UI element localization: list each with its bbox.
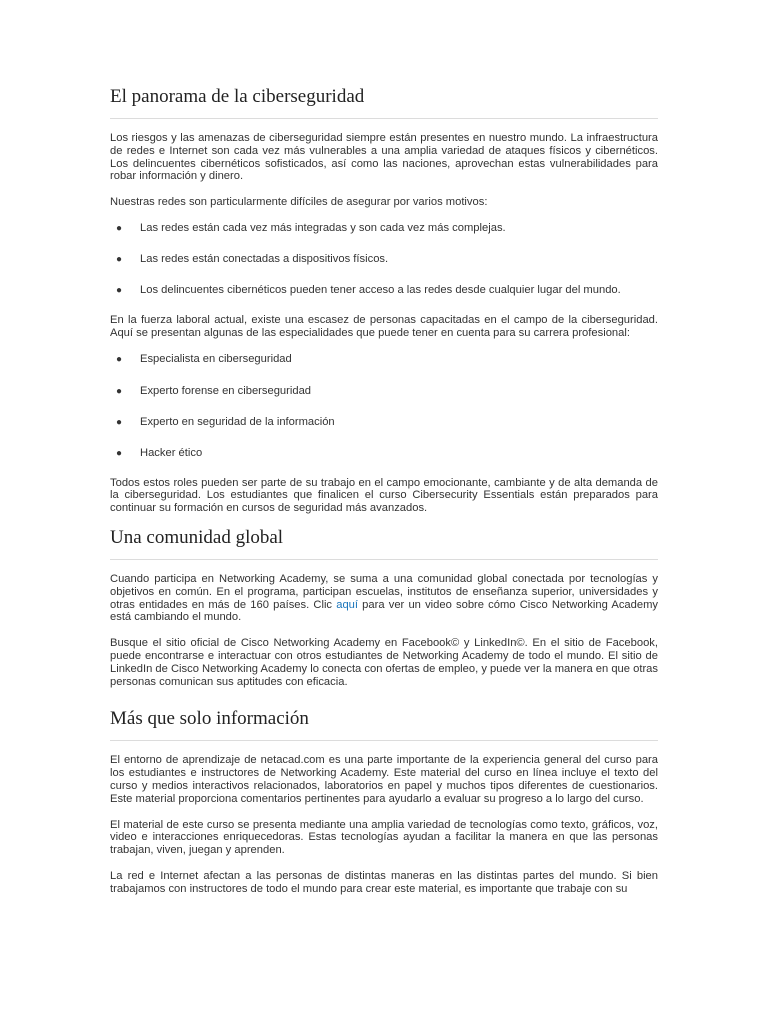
bullet-icon: ● xyxy=(116,353,123,365)
bullet-list-especialidades xyxy=(110,353,658,460)
paragraph-entorno-aprendizaje: El entorno de aprendizaje de netacad.com es una parte importante de la experiencia general del curso para los estudiantes e instructores de Networking Academy. Este material del curso en línea incluye el texto del curso y medios interactivos relacionados, laboratorios en papel y muchos tipos diferentes de cuestionarios. Este material proporciona comentarios pertinentes para ayudarlo a evaluar su progreso a lo largo del curso. xyxy=(110,754,658,805)
bullet-icon: ● xyxy=(116,222,123,234)
paragraph-sitio-oficial: Busque el sitio oficial de Cisco Networking Academy en Facebook© y LinkedIn©. En el sitio de Facebook, puede encontrarse e interactuar con otros estudiantes de Networking Academy de todo el mundo. El sitio de LinkedIn de Cisco Networking Academy lo conecta con ofertas de empleo, y puede ver la manera en que otras personas comunican sus aptitudes con eficacia. xyxy=(110,637,658,688)
paragraph-fuerza-laboral: En la fuerza laboral actual, existe una escasez de personas capacitadas en el campo de la ciberseguridad. Aquí se presentan algunas de las especialidades que puede tener en cuenta para su carrera profesional: xyxy=(110,313,658,339)
bullet-icon: ● xyxy=(116,385,123,397)
paragraph-material-curso: El material de este curso se presenta mediante una amplia variedad de tecnologías como texto, gráficos, voz, video e interacciones enriquecedoras. Estas tecnologías ayudan a facilitar la manera en que las personas trabajan, viven, juegan y aprenden. xyxy=(110,818,658,857)
list-item: ● Experto forense en ciberseguridad xyxy=(116,384,312,397)
list-item: ● Experto en seguridad de la información xyxy=(116,415,335,428)
paragraph-riesgos: Los riesgos y las amenazas de ciberseguridad siempre están presentes en nuestro mundo. La infraestructura de redes e Internet son cada vez más vulnerables a una amplia variedad de ataques físicos y cibernéticos. Los delincuentes cibernéticos sofisticados, así como las naciones, aprovechan estas vulnerabilidades para robar información y dinero. xyxy=(110,132,658,183)
bullet-icon: ● xyxy=(116,447,123,459)
list-item: ● Especialista en ciberseguridad xyxy=(116,352,292,365)
heading-panorama-ciberseguridad: El panorama de la ciberseguridad xyxy=(110,86,658,119)
paragraph-networking-academy: Cuando participa en Networking Academy, se suma a una comunidad global conectada por tecnologías y objetivos en común. En el programa, participan escuelas, institutos de enseñanza superior, universidades y otras entidades en más de 160 países. Clic aquí para ver un video sobre cómo Cisco Networking Academy está cambiando el mundo. xyxy=(110,572,659,624)
bullet-icon: ● xyxy=(116,284,123,296)
video-link[interactable]: aquí xyxy=(336,598,358,611)
list-item: ● Los delincuentes cibernéticos pueden tener acceso a las redes desde cualquier lugar del mundo. xyxy=(116,283,621,296)
paragraph-red-internet: La red e Internet afectan a las personas de distintas maneras en las distintas partes del mundo. Si bien trabajamos con instructores de todo el mundo para crear este material, es importante que trabaje con su xyxy=(110,869,658,895)
document-content xyxy=(110,0,658,896)
heading-comunidad-global: Una comunidad global xyxy=(110,527,658,560)
paragraph-roles: Todos estos roles pueden ser parte de su trabajo en el campo emocionante, cambiante y de alta demanda de la ciberseguridad. Los estudiantes que finalicen el curso Cibersecurity Essentials están preparados para continuar su formación en cursos de seguridad más avanzados. xyxy=(110,476,658,515)
list-item: ● Hacker ético xyxy=(116,446,203,459)
list-item: ● Las redes están conectadas a dispositivos físicos. xyxy=(116,252,389,265)
bullet-list-motivos xyxy=(110,222,658,297)
list-item: ● Las redes están cada vez más integradas y son cada vez más complejas. xyxy=(116,221,506,234)
bullet-icon: ● xyxy=(116,416,123,428)
paragraph-redes-dificiles: Nuestras redes son particularmente difíciles de asegurar por varios motivos: xyxy=(110,196,488,209)
bullet-icon: ● xyxy=(116,253,123,265)
heading-mas-que-informacion: Más que solo información xyxy=(110,708,658,741)
